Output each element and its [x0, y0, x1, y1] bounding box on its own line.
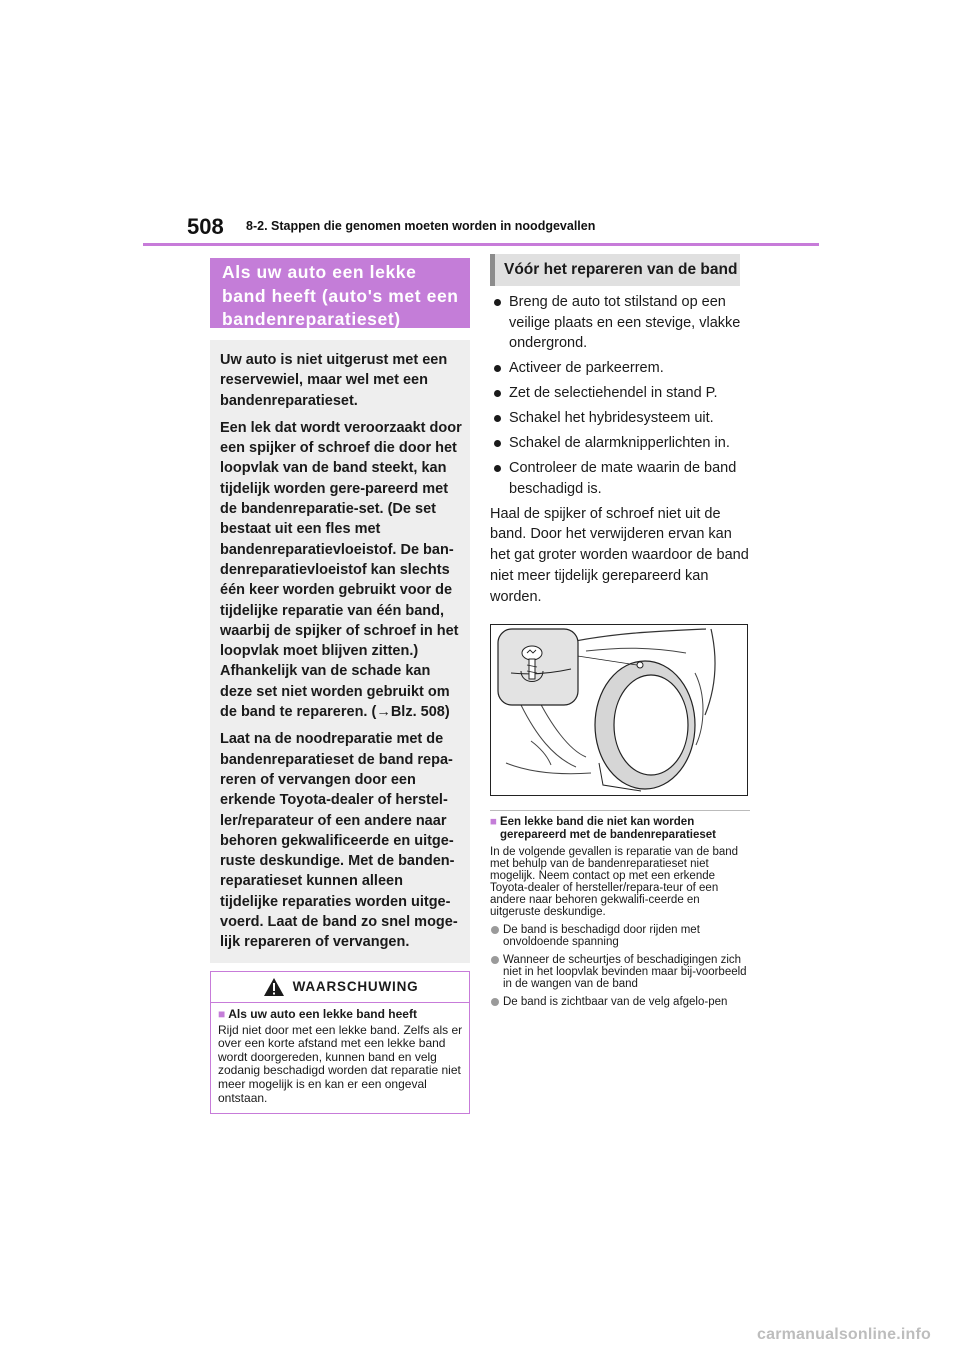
square-bullet-icon: ■: [490, 816, 497, 829]
arrow-icon: →: [376, 704, 391, 721]
page-reference-link[interactable]: Blz. 508): [390, 704, 450, 721]
bullet-icon: [494, 415, 501, 422]
tire-illustration: [490, 624, 748, 796]
intro-paragraph-1: Uw auto is niet uitgerust met een reservewiel, maar wel met een bandenreparatieset.: [220, 352, 448, 409]
note-item-text: De band is beschadigd door rijden met onvoldoende spanning: [503, 924, 700, 949]
step-text: Controleer de mate waarin de band beschadigd is.: [509, 460, 737, 497]
note-heading-text: Een lekke band die niet kan worden gerepareerd met de bandenreparatieset: [499, 816, 716, 841]
note-text: In de volgende gevallen is reparatie van de band met behulp van de bandenreparatieset niet mogelijk. Neem contact op met een erkende Toyota-dealer of hersteller/repara-teur of een andere naar behoren gekwalifi-ceerde en uitgeruste deskundige.: [490, 846, 739, 919]
page-number: 508: [187, 214, 224, 239]
header-divider: [143, 243, 819, 246]
warning-box: [210, 971, 470, 1115]
step-text: Schakel het hybridesysteem uit.: [509, 410, 714, 426]
bullet-icon: [494, 365, 501, 372]
watermark: carmanualsonline.info: [757, 1326, 932, 1343]
step-item: [490, 408, 750, 429]
bullet-icon: [494, 440, 501, 447]
circle-bullet-icon: [491, 926, 499, 934]
step-item: [490, 458, 750, 499]
warning-triangle-icon: [263, 977, 285, 997]
intro-box: [210, 340, 470, 963]
warning-header: [218, 972, 463, 1002]
note-list-item: [490, 924, 750, 948]
step-text: Zet de selectiehendel in stand P.: [509, 385, 718, 401]
note-list: [490, 924, 750, 1008]
step-text: Activeer de parkeerrem.: [509, 360, 664, 376]
sub-heading: Vóór het repareren van de band: [490, 254, 740, 286]
note-list-item: [490, 996, 750, 1008]
intro-paragraph-2-text: Een lek dat wordt veroorzaakt door een spijker of schroef die door het loopvlak van de band steekt, kan tijdelijk worden gere-pareerd met de bandenreparatie-set. (De set bestaat uit een fles met bandenreparatievloeistof. De ban-denreparatievloeistof kan slechts één keer worden gebruikt voor de tijdelijke reparatie van één band, waarbij de spijker of schroef in het loopvlak moet blijven zitten.) Afhankelijk van de schade kan deze set niet worden gebruikt om de band te repareren. (: [220, 419, 462, 721]
warning-title: WAARSCHUWING: [292, 979, 419, 995]
step-text: Schakel de alarmknipperlichten in.: [509, 435, 730, 451]
note-item-text: Wanneer de scheurtjes of beschadigingen zich niet in het loopvlak bevinden maar bij-voorbeeld in de wangen van de band: [503, 954, 747, 991]
bullet-icon: [494, 299, 501, 306]
circle-bullet-icon: [491, 956, 499, 964]
warning-subheading: [218, 1007, 463, 1021]
circle-bullet-icon: [491, 998, 499, 1006]
left-column: [210, 258, 470, 1114]
step-item: [490, 383, 750, 404]
warning-subheading-text: Als uw auto een lekke band heeft: [228, 1006, 417, 1021]
note-heading: [490, 816, 750, 841]
intro-paragraph-3: Laat na de noodreparatie met de bandenreparatieset de band repa-reren of vervangen door een erkende Toyota-dealer of herstel-ler/reparateur of een andere naar behoren gekwalificeerde en uitge-ruste deskundige. Met de banden-reparatieset kunnen alleen tijdelijke reparaties worden uitge-voerd. Laat de band zo snel moge-lijk repareren of vervangen.: [220, 731, 458, 951]
step-text: Breng de auto tot stilstand op een veilige plaats en een stevige, vlakke ondergrond.: [509, 294, 741, 351]
section-title: 8-2. Stappen die genomen moeten worden in noodgevallen: [246, 219, 596, 233]
note-list-item: [490, 954, 750, 990]
right-column: [490, 254, 750, 1014]
steps-list: [490, 292, 750, 499]
note-divider: [490, 810, 750, 811]
step-item: [490, 358, 750, 379]
bullet-icon: [494, 465, 501, 472]
intro-paragraph-2: [220, 418, 462, 722]
main-heading: Als uw auto een lekke band heeft (auto's met een bandenreparatieset): [210, 258, 470, 328]
step-item: [490, 433, 750, 454]
square-bullet-icon: ■: [218, 1006, 226, 1021]
step-item: [490, 292, 750, 354]
note-item-text: De band is zichtbaar van de velg afgelo-pen: [503, 996, 728, 1009]
warning-text: Rijd niet door met een lekke band. Zelfs als er over een korte afstand met een lekke band wordt doorgereden, kunnen band en velg zodanig beschadigd worden dat reparatie niet meer mogelijk is en kan er een ongeval ontstaan.: [218, 1022, 463, 1105]
warning-paragraph: Haal de spijker of schroef niet uit de band. Door het verwijderen ervan kan het gat groter worden waardoor de band niet meer tijdelijk gerepareerd kan worden.: [490, 505, 749, 605]
warning-divider: [211, 1002, 469, 1003]
bullet-icon: [494, 390, 501, 397]
